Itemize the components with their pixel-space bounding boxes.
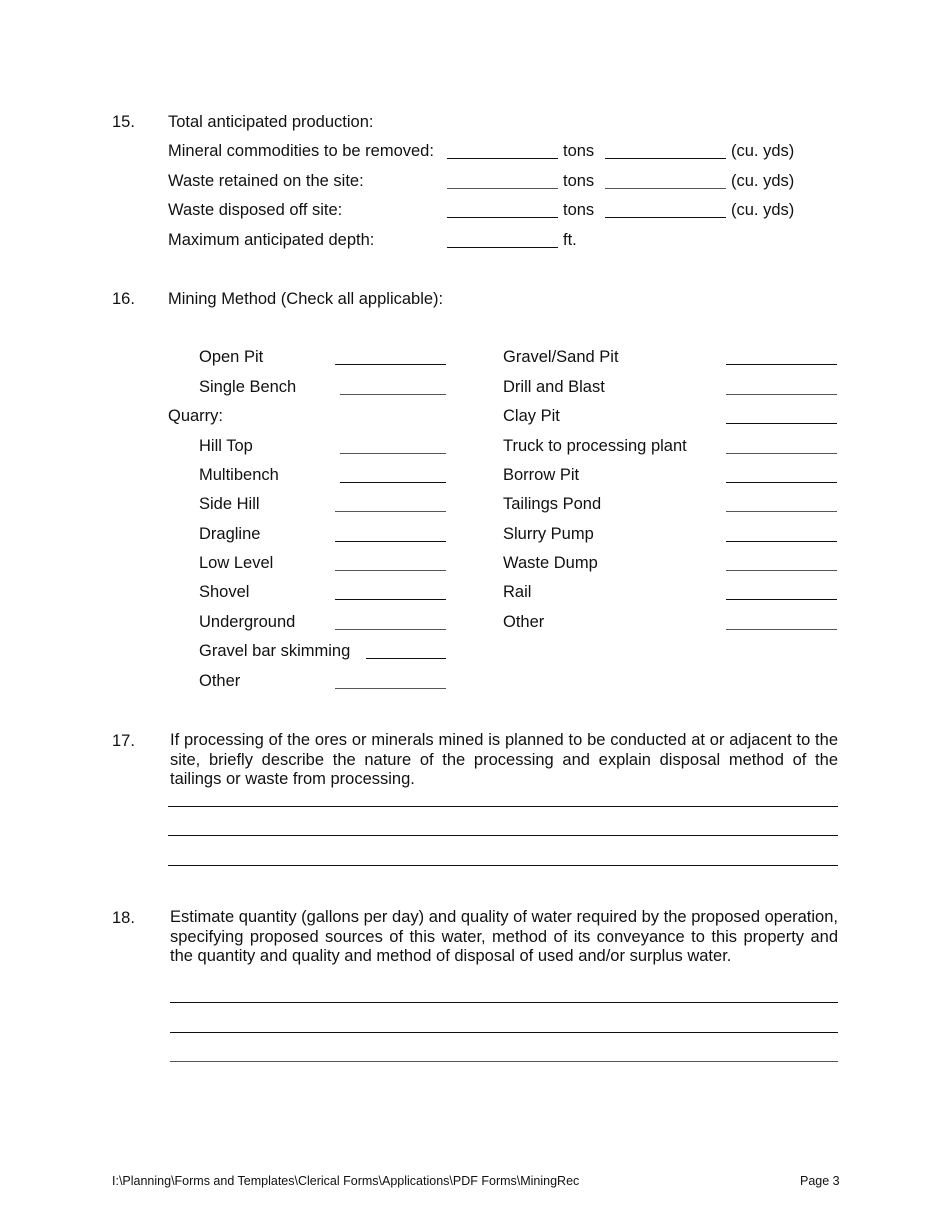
method-open-pit-label: Open Pit xyxy=(199,348,264,366)
method-dragline-label: Dragline xyxy=(199,525,261,543)
mineral-commodities-tons-unit: tons xyxy=(563,142,595,160)
max-depth-unit: ft. xyxy=(563,231,577,249)
section-18-number: 18. xyxy=(112,909,135,927)
method-tailings-pond-field[interactable] xyxy=(726,511,837,512)
method-dragline-field[interactable] xyxy=(335,541,446,542)
method-gravel-sand-pit-field[interactable] xyxy=(726,364,837,365)
section-15-number: 15. xyxy=(112,113,135,131)
method-low-level-label: Low Level xyxy=(199,554,274,572)
mineral-commodities-tons-field[interactable] xyxy=(447,158,558,159)
method-single-bench-field[interactable] xyxy=(340,394,446,395)
method-slurry-pump-label: Slurry Pump xyxy=(503,525,594,543)
method-multibench-label: Multibench xyxy=(199,466,279,484)
method-underground-label: Underground xyxy=(199,613,296,631)
section-15-title: Total anticipated production: xyxy=(168,113,374,131)
waste-retained-tons-field[interactable] xyxy=(447,188,558,189)
method-other-left-field[interactable] xyxy=(335,688,446,689)
section-17-answer-line[interactable] xyxy=(168,835,838,836)
method-multibench-field[interactable] xyxy=(340,482,446,483)
method-waste-dump-label: Waste Dump xyxy=(503,554,598,572)
method-gravel-bar-skimming-field[interactable] xyxy=(366,658,446,659)
mineral-commodities-label: Mineral commodities to be removed: xyxy=(168,142,434,160)
method-truck-to-plant-label: Truck to processing plant xyxy=(503,437,687,455)
method-other-right-label: Other xyxy=(503,613,545,631)
method-drill-and-blast-field[interactable] xyxy=(726,394,837,395)
section-18-answer-line[interactable] xyxy=(170,1002,838,1003)
mineral-commodities-cuyds-unit: (cu. yds) xyxy=(731,142,795,160)
waste-disposed-cuyds-field[interactable] xyxy=(605,217,726,218)
waste-retained-cuyds-field[interactable] xyxy=(605,188,726,189)
waste-retained-cuyds-unit: (cu. yds) xyxy=(731,172,795,190)
waste-retained-tons-unit: tons xyxy=(563,172,595,190)
method-hill-top-field[interactable] xyxy=(340,453,446,454)
max-depth-label: Maximum anticipated depth: xyxy=(168,231,375,249)
max-depth-field[interactable] xyxy=(447,247,558,248)
method-shovel-label: Shovel xyxy=(199,583,250,601)
mineral-commodities-cuyds-field[interactable] xyxy=(605,158,726,159)
method-drill-and-blast-label: Drill and Blast xyxy=(503,378,605,396)
footer-page-number: Page 3 xyxy=(800,1174,840,1188)
method-gravel-sand-pit-label: Gravel/Sand Pit xyxy=(503,348,619,366)
method-clay-pit-label: Clay Pit xyxy=(503,407,560,425)
method-low-level-field[interactable] xyxy=(335,570,446,571)
footer-file-path: I:\Planning\Forms and Templates\Clerical Forms\Applications\PDF Forms\MiningRec xyxy=(112,1174,580,1188)
method-side-hill-field[interactable] xyxy=(335,511,446,512)
method-side-hill-label: Side Hill xyxy=(199,495,260,513)
section-18-answer-line[interactable] xyxy=(170,1061,838,1062)
section-17-number: 17. xyxy=(112,732,135,750)
method-clay-pit-field[interactable] xyxy=(726,423,837,424)
method-slurry-pump-field[interactable] xyxy=(726,541,837,542)
method-rail-field[interactable] xyxy=(726,599,837,600)
waste-disposed-tons-field[interactable] xyxy=(447,217,558,218)
section-17-text: If processing of the ores or minerals mined is planned to be conducted at or adjacent to the site, briefly describe the nature of the processing and explain disposal method of the tailings or waste from processing. xyxy=(170,731,838,788)
method-rail-label: Rail xyxy=(503,583,532,601)
method-gravel-bar-skimming-label: Gravel bar skimming xyxy=(199,642,351,660)
method-open-pit-field[interactable] xyxy=(335,364,446,365)
section-16-number: 16. xyxy=(112,290,135,308)
waste-retained-label: Waste retained on the site: xyxy=(168,172,364,190)
section-17-answer-line[interactable] xyxy=(168,865,838,866)
section-18-text: Estimate quantity (gallons per day) and quality of water required by the proposed operation, specifying proposed sources of this water, method of its conveyance to this property and the quantity and quality and method of disposal of used and/or surplus water. xyxy=(170,908,838,965)
method-borrow-pit-field[interactable] xyxy=(726,482,837,483)
method-tailings-pond-label: Tailings Pond xyxy=(503,495,602,513)
method-hill-top-label: Hill Top xyxy=(199,437,253,455)
method-other-right-field[interactable] xyxy=(726,629,837,630)
method-quarry-heading: Quarry: xyxy=(168,407,224,425)
waste-disposed-tons-unit: tons xyxy=(563,201,595,219)
method-underground-field[interactable] xyxy=(335,629,446,630)
method-waste-dump-field[interactable] xyxy=(726,570,837,571)
section-18-answer-line[interactable] xyxy=(170,1032,838,1033)
method-shovel-field[interactable] xyxy=(335,599,446,600)
section-16-title: Mining Method (Check all applicable): xyxy=(168,290,444,308)
waste-disposed-cuyds-unit: (cu. yds) xyxy=(731,201,795,219)
method-other-left-label: Other xyxy=(199,672,241,690)
method-truck-to-plant-field[interactable] xyxy=(726,453,837,454)
method-single-bench-label: Single Bench xyxy=(199,378,297,396)
waste-disposed-label: Waste disposed off site: xyxy=(168,201,343,219)
section-17-answer-line[interactable] xyxy=(168,806,838,807)
method-borrow-pit-label: Borrow Pit xyxy=(503,466,580,484)
